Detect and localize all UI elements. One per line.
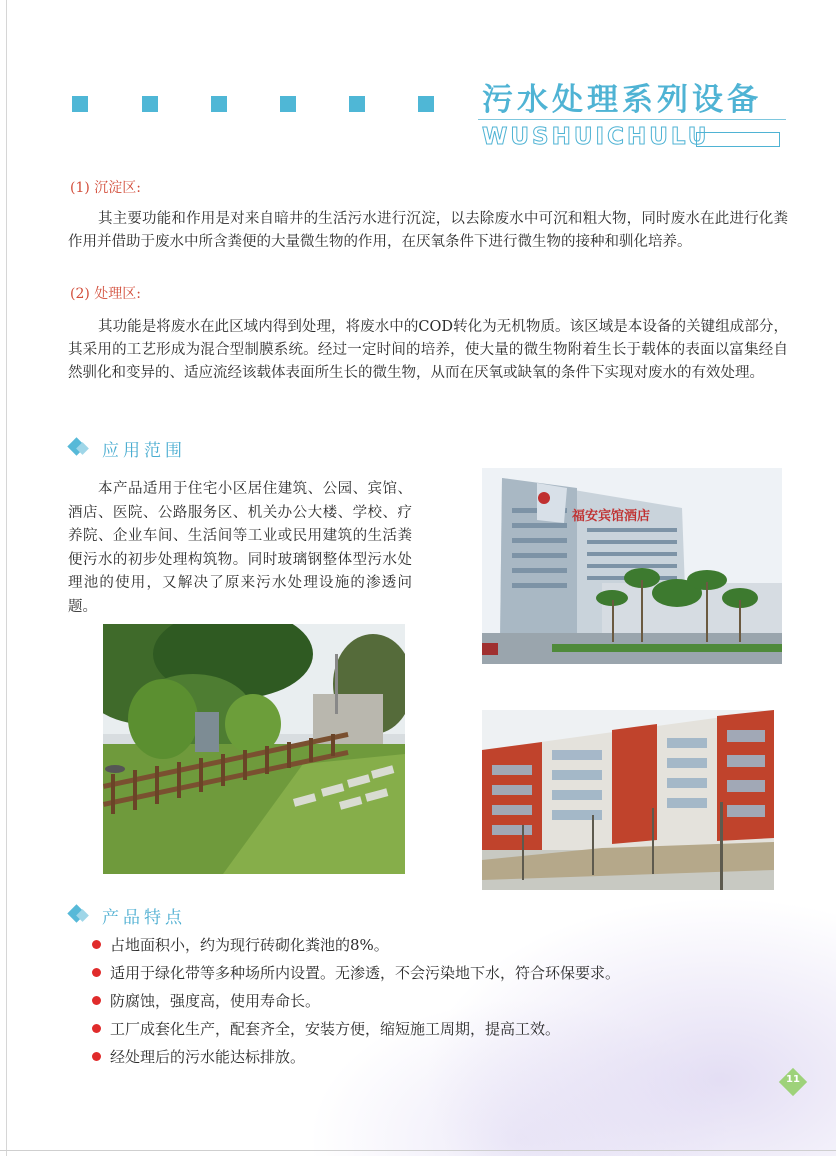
features-heading-label: 产品特点 (102, 908, 186, 928)
decorative-square (142, 96, 158, 112)
hotel-sign-text: 福安宾馆酒店 (572, 509, 651, 524)
decorative-square (280, 96, 296, 112)
apartment-building-photo (482, 710, 774, 890)
decorative-square (418, 96, 434, 112)
bullet-icon (92, 968, 101, 977)
decorative-square (349, 96, 365, 112)
feature-text: 防腐蚀，强度高，使用寿命长。 (110, 992, 321, 1010)
bullet-icon (92, 940, 101, 949)
bullet-icon (92, 996, 101, 1005)
decorative-square (72, 96, 88, 112)
section-text-sedimentation: 其主要功能和作用是对来自暗井的生活污水进行沉淀，以去除废水中可沉和粗大物，同时废水在此进行化粪作用并借助于废水中所含粪便的大量微生物的作用，在厌氧条件下进行微生物的接种和驯化培养。 (68, 211, 788, 250)
bullet-icon (92, 1024, 101, 1033)
section-heading-sedimentation: (1) 沉淀区: (70, 180, 141, 196)
scope-text: 本产品适用于住宅小区居住建筑、公园、宾馆、酒店、医院、公路服务区、机关办公大楼、学校、疗养院、企业车间、生活间等工业或民用建筑的生活粪便污水的初步处理构筑物。同时玻璃钢整体型污水处理池的使用，又解决了原来污水处理设施的渗透问题。 (68, 481, 412, 615)
list-item (92, 1046, 742, 1074)
list-item (92, 1018, 742, 1046)
section-text-treatment: 其功能是将废水在此区域内得到处理，将废水中的COD转化为无机物质。该区域是本设备的关键组成部分，其采用的工艺形成为混合型制膜系统。经过一定时间的培养，使大量的微生物附着生长于载体的表面以富集经自然驯化和变异的、适应流经该载体表面所生长的微生物，从而在厌氧或缺氧的条件下实现对废水的有效处理。 (68, 319, 788, 381)
feature-text: 经处理后的污水能达标排放。 (110, 1048, 306, 1066)
page-edge-bottom (0, 1150, 836, 1151)
decorative-square (211, 96, 227, 112)
title-divider (478, 119, 786, 120)
page-title: 污水处理系列设备 (482, 82, 762, 118)
header-decorative-squares (72, 96, 442, 112)
list-item (92, 934, 742, 962)
features-list (92, 934, 742, 1074)
feature-text: 适用于绿化带等多种场所内设置。无渗透，不会污染地下水，符合环保要求。 (110, 964, 621, 982)
page-title-pinyin: WUSHUICHULU (482, 124, 710, 150)
title-tag-badge (696, 132, 780, 147)
scope-heading-label: 应用范围 (102, 441, 186, 461)
section-heading-treatment: (2) 处理区: (70, 286, 141, 302)
bullet-icon (92, 1052, 101, 1061)
page-number: 11 (786, 1074, 800, 1085)
page-edge-left (6, 0, 7, 1156)
list-item (92, 962, 742, 990)
list-item (92, 990, 742, 1018)
feature-text: 占地面积小，约为现行砖砌化粪池的8%。 (110, 936, 389, 954)
scope-heading (66, 436, 266, 460)
feature-text: 工厂成套化生产，配套齐全，安装方便，缩短施工周期，提高工效。 (110, 1020, 561, 1038)
hotel-building-photo (482, 468, 782, 664)
features-heading (66, 903, 266, 927)
garden-installation-photo (103, 624, 405, 874)
